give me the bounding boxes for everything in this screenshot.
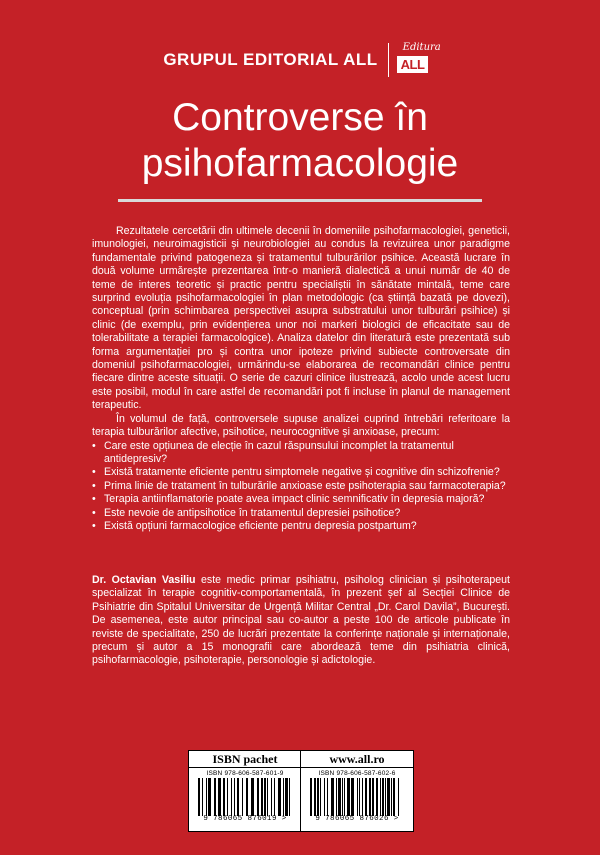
barcode-stripe <box>289 778 290 816</box>
barcode-stripe <box>385 778 386 816</box>
description <box>92 225 510 533</box>
barcode-stripe <box>310 778 312 816</box>
barcode-bars-icon <box>196 778 294 816</box>
barcode-label: www.all.ro <box>301 751 413 768</box>
book-title <box>0 95 600 187</box>
list-item: • Există tratamente eficiente pentru simptomele negative și cognitive din schizofrenie? <box>92 466 500 479</box>
bullet-icon: • <box>92 493 96 506</box>
barcode-stripe <box>387 778 390 816</box>
question-list <box>92 440 510 534</box>
barcode-stripe <box>357 778 358 816</box>
barcode-stripe <box>336 778 337 816</box>
isbn-text: ISBN 978-606-587-602-6 <box>318 770 396 777</box>
barcode-stripe <box>237 778 239 816</box>
barcode-stripe <box>264 778 266 816</box>
description-paragraph-2: În volumul de față, controversele supuse analizei cuprind întrebări referitoare la terapia tulburărilor afective, psihotice, neurocognitive și anxioase, precum: <box>92 412 510 439</box>
publisher-header <box>0 42 600 78</box>
bullet-icon: • <box>92 519 96 532</box>
barcode-stripe <box>351 778 354 816</box>
barcode-stripe <box>208 778 211 816</box>
barcode-stripe <box>365 778 367 816</box>
barcode-stripe <box>398 778 399 816</box>
barcode-bars-icon <box>308 778 406 816</box>
list-item: • Există opțiuni farmacologice eficiente pentru depresia postpartum? <box>92 519 417 532</box>
barcode-stripe <box>274 778 275 816</box>
barcode-stripe <box>347 778 350 816</box>
barcode-stripe <box>327 778 328 816</box>
isbn-text: ISBN 978-606-587-601-9 <box>206 770 284 777</box>
barcode-digits: 9 786065 876026 > <box>315 815 399 823</box>
list-item: • Este nevoie de antipsihotice în tratamentul depresiei psihotice? <box>92 506 401 519</box>
description-paragraph-1: Rezultatele cercetării din ultimele decenii în domeniile psihofarmacologiei, geneticii, imunologiei, neuroimagisticii și neurobiologiei au condus la revizuirea unor paradigme fundamentale privind patogeneza și tratamentul tulburărilor psihice. Această lucrare în două volume urmărește prezentarea într-o manieră dialectică a unui număr de 40 de teme de interes teoretic și practic pentru specialiștii în sănătate mintală, teme care surprind evoluția psihofarmacologiei în plan metodologic (ca știință bazată pe dovezi), conceptual (prin schimbarea perspectivei asupra substratului unor tulburări psihice) și clinic (de exemplu, prin evidențierea unor noi markeri biologici de eficacitate sau de tolerabilitate a terapiei farmacologice). Analiza datelor din literatură este prezentată sub forma argumentației pro și contra unor ipoteze privind subiecte controversate din domeniul psihofarmacologiei, urmărindu-se elaborarea de recomandări clinice pentru fiecare dintre aceste situații. O serie de cazuri clinice ilustrează, acolo unde acest lucru este posibil, modul în care astfel de recomandări pot fi incluse în planul de management terapeutic. <box>92 225 510 412</box>
barcode-stripe <box>198 778 200 816</box>
barcode-stripe <box>380 778 381 816</box>
barcode-stripe <box>362 778 363 816</box>
barcode-volume <box>300 750 414 832</box>
barcode-stripe <box>223 778 225 816</box>
barcode-stripe <box>359 778 360 816</box>
barcode-stripe <box>206 778 207 816</box>
bullet-icon: • <box>92 479 96 492</box>
bullet-icon: • <box>92 439 96 452</box>
barcode-label: ISBN pachet <box>189 751 301 768</box>
logo-script-text: Editura <box>402 42 441 53</box>
all-logo <box>397 42 441 78</box>
barcode-stripe <box>283 778 284 816</box>
author-name: Dr. Octavian Vasiliu <box>92 574 196 586</box>
author-bio <box>92 574 510 668</box>
barcode-stripe <box>314 778 316 816</box>
barcode-stripe <box>376 778 378 816</box>
title-line-1: Controverse în <box>172 96 428 139</box>
barcode-stripe <box>393 778 395 816</box>
barcode-stripe <box>278 778 281 816</box>
barcode-stripe <box>324 778 325 816</box>
barcode-stripe <box>267 778 268 816</box>
barcode-stripe <box>242 778 243 816</box>
barcode-digits: 9 786065 876019 > <box>203 815 287 823</box>
barcode-stripe <box>202 778 203 816</box>
bullet-icon: • <box>92 506 96 519</box>
publisher-divider <box>388 43 389 77</box>
barcode-stripe <box>271 778 272 816</box>
barcode-stripe <box>246 778 248 816</box>
barcode-stripe <box>391 778 392 816</box>
title-line-2: psihofarmacologie <box>141 142 459 185</box>
barcode-stripe <box>251 778 254 816</box>
list-item: • Care este opțiunea de elecție în cazul răspunsului incomplet la tratamentul antidepresiv? <box>92 439 454 465</box>
barcode-stripe <box>227 778 228 816</box>
publisher-name: GRUPUL EDITORIAL ALL <box>163 50 378 69</box>
barcode-stripe <box>331 778 334 816</box>
barcode-stripe <box>257 778 259 816</box>
barcode-stripe <box>261 778 263 816</box>
logo-mark: ALL <box>397 56 429 73</box>
author-bio-text: este medic primar psihiatru, psiholog clinician și psihoterapeut specializat în terapie cognitiv-comportamentală, în prezent șef al Secției Clinice de Psihiatrie din Spitalul Universitar de Urgență Militar Central „Dr. Carol Davila”, București. De asemenea, este autor principal sau co-autor a peste 100 de articole publicate în reviste de specialitate, 250 de lucrări prezentate la conferințe naționale și internaționale, precum și autor a 15 monografii care abordează teme din psihiatria clinică, psihofarmacologie, psihoterapie, personologie și adictologie. <box>92 574 510 667</box>
barcode-stripe <box>344 778 345 816</box>
barcode-pachet <box>188 750 302 832</box>
barcode-stripe <box>320 778 321 816</box>
list-item: • Terapia antiinflamatorie poate avea impact clinic semnificativ în depresia majoră? <box>92 493 485 506</box>
barcode-stripe <box>234 778 235 816</box>
barcode-stripe <box>338 778 341 816</box>
barcode-stripe <box>231 778 232 816</box>
barcode-stripe <box>317 778 319 816</box>
list-item: • Prima linie de tratament în tulburările anxioase este psihoterapia sau farmacoterapia? <box>92 479 506 492</box>
barcode-stripe <box>218 778 221 816</box>
barcode-stripe <box>214 778 216 816</box>
bullet-icon: • <box>92 466 96 479</box>
barcode-stripe <box>285 778 288 816</box>
barcode-stripe <box>369 778 371 816</box>
title-rule <box>118 199 482 202</box>
barcode-stripe <box>372 778 374 816</box>
barcode-stripe <box>342 778 343 816</box>
barcode-stripe <box>382 778 384 816</box>
